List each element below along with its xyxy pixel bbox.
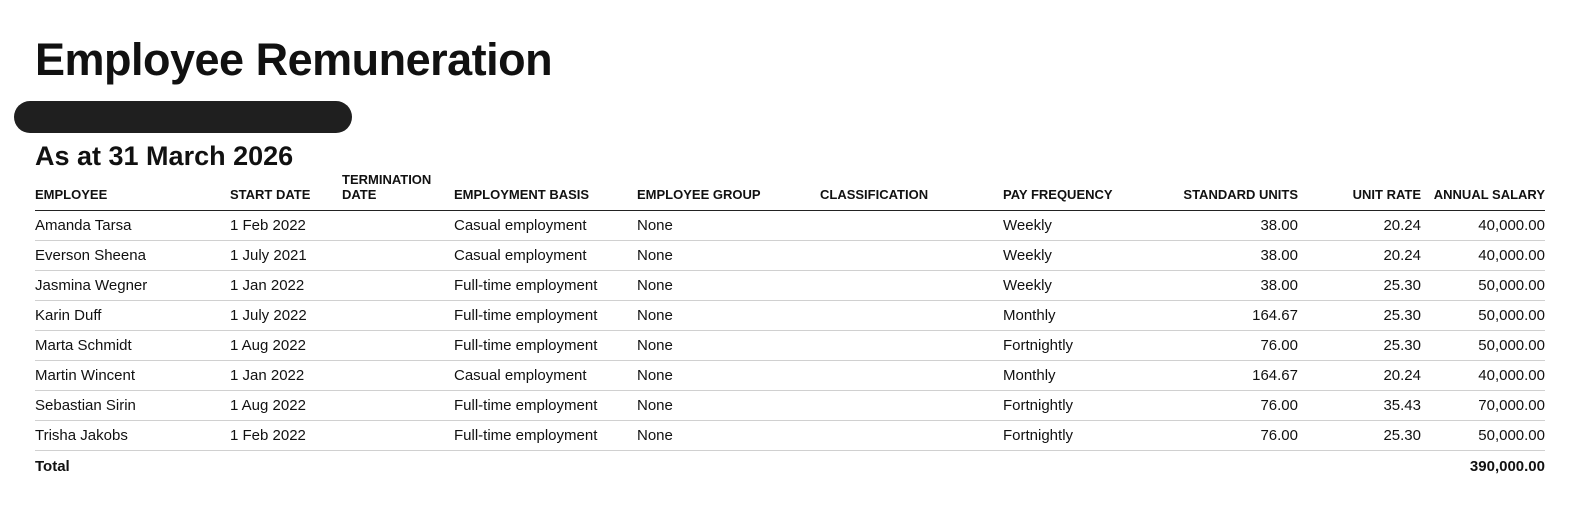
table-row — [35, 421, 1545, 451]
table-row — [35, 331, 1545, 361]
cell-annual-salary: 40,000.00 — [1421, 361, 1545, 391]
cell-classification — [820, 391, 1003, 421]
cell-pay-frequency: Weekly — [1003, 241, 1123, 271]
cell-employment-basis: Full-time employment — [454, 271, 637, 301]
cell-employee-group: None — [637, 241, 820, 271]
cell-employee-group: None — [637, 361, 820, 391]
cell-start-date: 1 Jan 2022 — [230, 361, 342, 391]
cell-unit-rate: 25.30 — [1298, 421, 1421, 451]
cell-employment-basis: Full-time employment — [454, 421, 637, 451]
cell-classification — [820, 301, 1003, 331]
header-annual-salary: ANNUAL SALARY — [1421, 172, 1545, 211]
remuneration-table — [35, 172, 1545, 482]
cell-employee: Everson Sheena — [35, 241, 230, 271]
total-row — [35, 451, 1545, 483]
table-row — [35, 241, 1545, 271]
cell-unit-rate: 20.24 — [1298, 241, 1421, 271]
cell-annual-salary: 70,000.00 — [1421, 391, 1545, 421]
cell-classification — [820, 241, 1003, 271]
cell-unit-rate: 25.30 — [1298, 331, 1421, 361]
header-employee: EMPLOYEE — [35, 172, 230, 211]
cell-employee: Sebastian Sirin — [35, 391, 230, 421]
cell-standard-units: 164.67 — [1123, 361, 1298, 391]
cell-employee-group: None — [637, 301, 820, 331]
header-standard-units: STANDARD UNITS — [1123, 172, 1298, 211]
cell-employee: Amanda Tarsa — [35, 211, 230, 241]
cell-pay-frequency: Weekly — [1003, 271, 1123, 301]
cell-start-date: 1 Jan 2022 — [230, 271, 342, 301]
cell-start-date: 1 Aug 2022 — [230, 391, 342, 421]
cell-start-date: 1 Feb 2022 — [230, 421, 342, 451]
cell-employment-basis: Casual employment — [454, 241, 637, 271]
cell-start-date: 1 July 2022 — [230, 301, 342, 331]
cell-employment-basis: Full-time employment — [454, 301, 637, 331]
total-annual-salary: 390,000.00 — [1469, 458, 1545, 475]
cell-employee-group: None — [637, 421, 820, 451]
cell-employee: Martin Wincent — [35, 361, 230, 391]
cell-standard-units: 76.00 — [1123, 331, 1298, 361]
cell-termination-date — [342, 271, 454, 301]
cell-termination-date — [342, 241, 454, 271]
cell-standard-units: 38.00 — [1123, 211, 1298, 241]
cell-annual-salary: 40,000.00 — [1421, 241, 1545, 271]
cell-classification — [820, 421, 1003, 451]
cell-employee-group: None — [637, 391, 820, 421]
header-termination-date: TERMINATION DATE — [342, 172, 454, 211]
cell-pay-frequency: Weekly — [1003, 211, 1123, 241]
cell-employee-group: None — [637, 271, 820, 301]
cell-employment-basis: Casual employment — [454, 361, 637, 391]
header-classification: CLASSIFICATION — [820, 172, 1003, 211]
table-row — [35, 391, 1545, 421]
cell-termination-date — [342, 361, 454, 391]
table-row — [35, 271, 1545, 301]
cell-annual-salary: 50,000.00 — [1421, 421, 1545, 451]
cell-employee-group: None — [637, 211, 820, 241]
cell-annual-salary: 50,000.00 — [1421, 271, 1545, 301]
cell-start-date: 1 Feb 2022 — [230, 211, 342, 241]
cell-employee-group: None — [637, 331, 820, 361]
cell-employment-basis: Full-time employment — [454, 391, 637, 421]
cell-start-date: 1 Aug 2022 — [230, 331, 342, 361]
total-label: Total — [35, 458, 70, 475]
cell-employment-basis: Full-time employment — [454, 331, 637, 361]
cell-termination-date — [342, 391, 454, 421]
cell-pay-frequency: Monthly — [1003, 301, 1123, 331]
cell-classification — [820, 361, 1003, 391]
cell-standard-units: 164.67 — [1123, 301, 1298, 331]
redacted-company-name — [14, 101, 352, 133]
cell-unit-rate: 20.24 — [1298, 211, 1421, 241]
cell-classification — [820, 331, 1003, 361]
header-employment-basis: EMPLOYMENT BASIS — [454, 172, 637, 211]
header-pay-frequency: PAY FREQUENCY — [1003, 172, 1123, 211]
cell-classification — [820, 271, 1003, 301]
table-header — [35, 172, 1545, 211]
cell-standard-units: 76.00 — [1123, 391, 1298, 421]
cell-employee: Karin Duff — [35, 301, 230, 331]
table-row — [35, 361, 1545, 391]
cell-employee: Marta Schmidt — [35, 331, 230, 361]
cell-standard-units: 38.00 — [1123, 241, 1298, 271]
cell-standard-units: 76.00 — [1123, 421, 1298, 451]
cell-annual-salary: 40,000.00 — [1421, 211, 1545, 241]
cell-termination-date — [342, 211, 454, 241]
cell-annual-salary: 50,000.00 — [1421, 331, 1545, 361]
cell-termination-date — [342, 301, 454, 331]
cell-standard-units: 38.00 — [1123, 271, 1298, 301]
report-subtitle: As at 31 March 2026 — [35, 141, 294, 171]
cell-unit-rate: 20.24 — [1298, 361, 1421, 391]
cell-unit-rate: 25.30 — [1298, 301, 1421, 331]
report-title: Employee Remuneration — [35, 34, 553, 85]
cell-employee: Trisha Jakobs — [35, 421, 230, 451]
cell-pay-frequency: Monthly — [1003, 361, 1123, 391]
cell-employee: Jasmina Wegner — [35, 271, 230, 301]
cell-termination-date — [342, 331, 454, 361]
header-row — [35, 172, 1545, 211]
header-start-date: START DATE — [230, 172, 342, 211]
cell-termination-date — [342, 421, 454, 451]
cell-classification — [820, 211, 1003, 241]
table-row — [35, 301, 1545, 331]
table-row — [35, 211, 1545, 241]
table-body — [35, 211, 1545, 483]
header-employee-group: EMPLOYEE GROUP — [637, 172, 820, 211]
cell-employment-basis: Casual employment — [454, 211, 637, 241]
cell-annual-salary: 50,000.00 — [1421, 301, 1545, 331]
cell-unit-rate: 35.43 — [1298, 391, 1421, 421]
cell-pay-frequency: Fortnightly — [1003, 331, 1123, 361]
cell-pay-frequency: Fortnightly — [1003, 421, 1123, 451]
header-unit-rate: UNIT RATE — [1298, 172, 1421, 211]
cell-pay-frequency: Fortnightly — [1003, 391, 1123, 421]
cell-start-date: 1 July 2021 — [230, 241, 342, 271]
cell-unit-rate: 25.30 — [1298, 271, 1421, 301]
